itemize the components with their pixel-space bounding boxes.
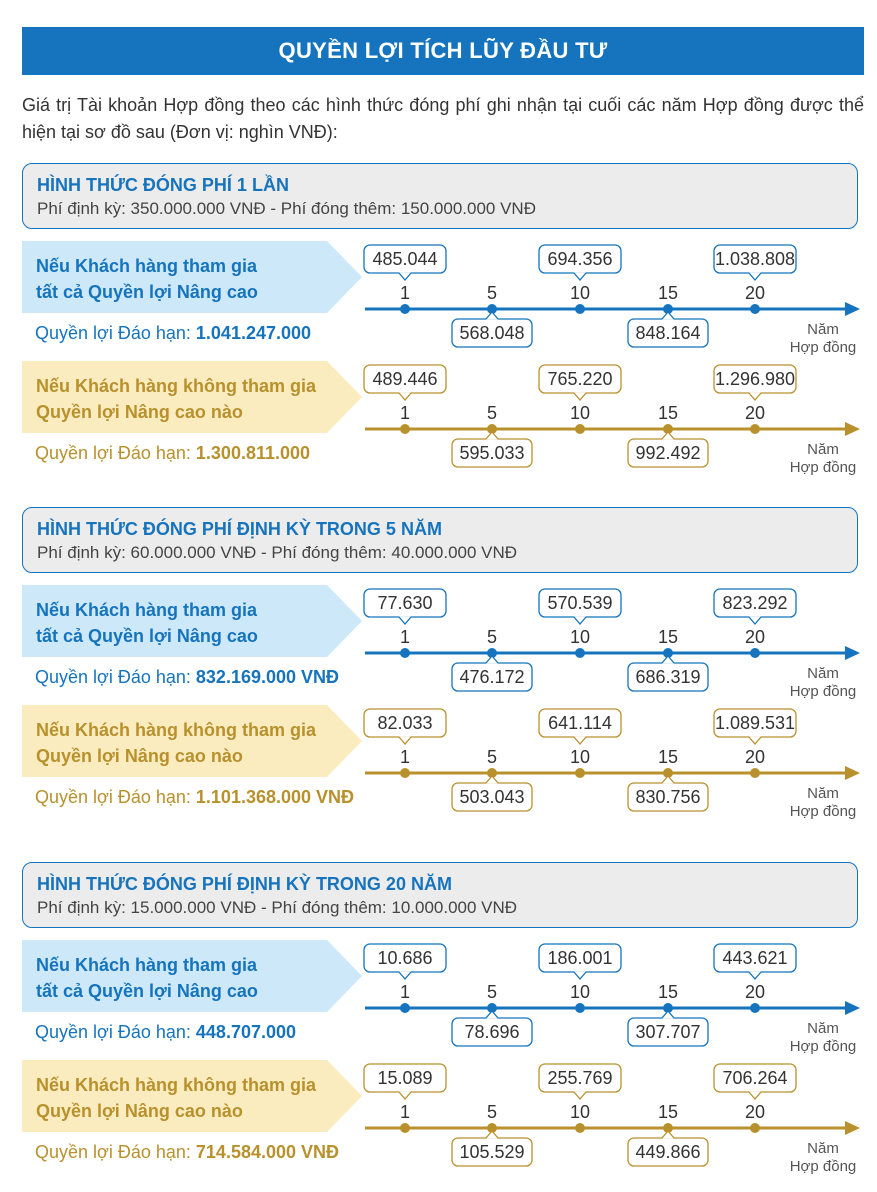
maturity-benefit-value: 1.300.811.000 [190, 443, 311, 463]
scenario-label-line1: Nếu Khách hàng tham gia [36, 600, 258, 620]
maturity-benefit-value: 448.707.000 [190, 1022, 297, 1042]
maturity-benefit-value: 1.101.368.000 VNĐ [190, 787, 355, 807]
value-callout-text: 443.621 [722, 948, 788, 968]
axis-unit-label [784, 665, 862, 701]
axis-unit-line2: Hợp đồng [789, 339, 857, 356]
year-label: 20 [744, 627, 766, 647]
year-marker [400, 424, 410, 434]
maturity-benefit-label: Quyền lợi Đáo hạn: [35, 1022, 191, 1042]
year-label: 5 [486, 403, 498, 423]
year-label: 20 [744, 747, 766, 767]
year-marker [750, 1123, 760, 1133]
payment-section [0, 862, 877, 1192]
value-callout-top [364, 589, 446, 624]
value-callout-text: 255.769 [547, 1068, 613, 1088]
year-label: 1 [399, 627, 411, 647]
axis-unit-label [784, 1140, 862, 1176]
year-label: 1 [399, 403, 411, 423]
scenario-all-benefits [0, 241, 877, 356]
intro-text: Giá trị Tài khoản Hợp đồng theo các hình thức đóng phí ghi nhận tại cuối các năm Hợp đồng được thể hiện tại sơ đồ sau (Đơn vị: nghìn VNĐ): [22, 95, 864, 142]
year-label: 1 [399, 1102, 411, 1122]
value-callout-top [714, 944, 796, 979]
value-callout-top [539, 709, 621, 744]
scenario-all-benefits [0, 940, 877, 1055]
year-label: 20 [744, 403, 766, 423]
value-callout-text: 1.089.531 [714, 713, 796, 733]
year-label: 15 [657, 1102, 679, 1122]
value-callout-text: 595.033 [459, 443, 525, 463]
value-callout-text: 992.492 [635, 443, 701, 463]
timeline-arrowhead [845, 766, 860, 780]
scenario-label-line2: Quyền lợi Nâng cao nào [36, 1101, 243, 1121]
value-callout-text: 15.089 [377, 1068, 433, 1088]
value-callout-bottom [628, 432, 708, 467]
value-callout-bottom [628, 776, 708, 811]
year-label: 10 [569, 1102, 591, 1122]
scenario-no-benefits [0, 361, 877, 476]
scenario-no-benefits [0, 705, 877, 820]
maturity-benefit-value: 1.041.247.000 [190, 323, 312, 343]
year-marker [750, 768, 760, 778]
value-callout-top [714, 589, 796, 624]
year-marker [575, 648, 585, 658]
year-marker [400, 768, 410, 778]
value-callout-bottom [452, 1011, 532, 1046]
value-callout-bottom [628, 312, 708, 347]
value-callout-top [364, 1064, 446, 1099]
maturity-benefit-label: Quyền lợi Đáo hạn: [35, 667, 191, 687]
maturity-benefit-label: Quyền lợi Đáo hạn: [35, 323, 191, 343]
payment-section [0, 163, 877, 493]
year-marker [750, 304, 760, 314]
year-marker [575, 768, 585, 778]
value-callout-top [364, 365, 446, 400]
year-label: 15 [657, 982, 679, 1002]
timeline-arrowhead [845, 646, 860, 660]
timeline [0, 585, 877, 697]
value-callout-text: 489.446 [372, 369, 438, 389]
section-subtitle: Phí định kỳ: 15.000.000 VNĐ - Phí đóng thêm: 10.000.000 VNĐ [37, 898, 518, 917]
value-callout-top [714, 365, 796, 400]
section-title: HÌNH THỨC ĐÓNG PHÍ ĐỊNH KỲ TRONG 5 NĂM [37, 519, 442, 539]
section-title: HÌNH THỨC ĐÓNG PHÍ ĐỊNH KỲ TRONG 20 NĂM [37, 874, 452, 894]
scenario-label-line2: tất cả Quyền lợi Nâng cao [36, 626, 258, 646]
value-callout-top [539, 589, 621, 624]
maturity-benefit-label: Quyền lợi Đáo hạn: [35, 1142, 191, 1162]
year-label: 15 [657, 627, 679, 647]
axis-unit-label [784, 441, 862, 477]
value-callout-bottom [452, 312, 532, 347]
value-callout-text: 570.539 [547, 593, 613, 613]
year-label: 10 [569, 627, 591, 647]
axis-unit-line2: Hợp đồng [789, 803, 857, 820]
timeline [0, 940, 877, 1052]
section-subtitle: Phí định kỳ: 60.000.000 VNĐ - Phí đóng thêm: 40.000.000 VNĐ [37, 543, 518, 562]
value-callout-text: 830.756 [635, 787, 701, 807]
value-callout-bottom [452, 656, 532, 691]
section-header-box [22, 507, 858, 573]
scenario-label-line2: Quyền lợi Nâng cao nào [36, 746, 243, 766]
year-label: 15 [657, 403, 679, 423]
maturity-benefit-label: Quyền lợi Đáo hạn: [35, 443, 191, 463]
scenario-all-benefits [0, 585, 877, 700]
axis-unit-line1: Năm [807, 1020, 839, 1037]
year-label: 10 [569, 403, 591, 423]
scenario-label-line1: Nếu Khách hàng tham gia [36, 955, 258, 975]
year-label: 10 [569, 982, 591, 1002]
year-label: 20 [744, 283, 766, 303]
axis-unit-line2: Hợp đồng [789, 459, 857, 476]
value-callout-top [364, 245, 446, 280]
value-callout-text: 503.043 [459, 787, 525, 807]
year-label: 10 [569, 747, 591, 767]
axis-unit-label [784, 1020, 862, 1056]
scenario-label-line1: Nếu Khách hàng không tham gia [36, 376, 317, 396]
value-callout-text: 765.220 [547, 369, 613, 389]
year-marker [750, 648, 760, 658]
scenario-label-line2: tất cả Quyền lợi Nâng cao [36, 981, 258, 1001]
scenario-label-line1: Nếu Khách hàng không tham gia [36, 720, 317, 740]
year-marker [575, 1003, 585, 1013]
value-callout-bottom [452, 1131, 532, 1166]
year-label: 5 [486, 1102, 498, 1122]
timeline [0, 1060, 877, 1172]
axis-unit-line1: Năm [807, 665, 839, 682]
value-callout-text: 823.292 [722, 593, 788, 613]
value-callout-text: 307.707 [635, 1022, 701, 1042]
scenario-label-line2: tất cả Quyền lợi Nâng cao [36, 282, 258, 302]
value-callout-top [714, 1064, 796, 1099]
value-callout-bottom [628, 1131, 708, 1166]
maturity-benefit-label: Quyền lợi Đáo hạn: [35, 787, 191, 807]
value-callout-text: 686.319 [635, 667, 701, 687]
scenario-label-line2: Quyền lợi Nâng cao nào [36, 402, 243, 422]
timeline [0, 361, 877, 473]
axis-unit-line2: Hợp đồng [789, 1038, 857, 1055]
value-callout-text: 476.172 [459, 667, 525, 687]
value-callout-text: 186.001 [547, 948, 613, 968]
year-marker [400, 1123, 410, 1133]
value-callout-bottom [452, 432, 532, 467]
timeline-arrowhead [845, 422, 860, 436]
year-label: 15 [657, 747, 679, 767]
year-marker [750, 1003, 760, 1013]
axis-unit-label [784, 321, 862, 357]
section-title: HÌNH THỨC ĐÓNG PHÍ 1 LẦN [37, 175, 289, 195]
value-callout-text: 77.630 [377, 593, 433, 613]
year-marker [400, 1003, 410, 1013]
value-callout-text: 568.048 [459, 323, 525, 343]
year-marker [400, 304, 410, 314]
value-callout-text: 641.114 [548, 713, 612, 733]
year-label: 1 [399, 283, 411, 303]
value-callout-text: 78.696 [464, 1022, 520, 1042]
value-callout-text: 1.038.808 [714, 249, 796, 269]
value-callout-top [539, 944, 621, 979]
axis-unit-line2: Hợp đồng [789, 683, 857, 700]
maturity-benefit-value: 714.584.000 VNĐ [190, 1142, 340, 1162]
year-label: 5 [486, 982, 498, 1002]
year-label: 10 [569, 283, 591, 303]
value-callout-top [539, 365, 621, 400]
year-label: 15 [657, 283, 679, 303]
value-callout-text: 485.044 [372, 249, 438, 269]
year-label: 5 [486, 627, 498, 647]
axis-unit-label [784, 785, 862, 821]
value-callout-text: 449.866 [635, 1142, 701, 1162]
scenario-label-line1: Nếu Khách hàng không tham gia [36, 1075, 317, 1095]
timeline-arrowhead [845, 302, 860, 316]
axis-unit-line1: Năm [807, 321, 839, 338]
value-callout-top [714, 709, 796, 744]
year-label: 20 [744, 1102, 766, 1122]
section-subtitle: Phí định kỳ: 350.000.000 VNĐ - Phí đóng thêm: 150.000.000 VNĐ [37, 199, 536, 218]
axis-unit-line1: Năm [807, 785, 839, 802]
value-callout-top [364, 944, 446, 979]
value-callout-text: 82.033 [377, 713, 433, 733]
year-marker [575, 1123, 585, 1133]
value-callout-top [364, 709, 446, 744]
value-callout-text: 848.164 [635, 323, 701, 343]
year-label: 20 [744, 982, 766, 1002]
scenario-label-line1: Nếu Khách hàng tham gia [36, 256, 258, 276]
axis-unit-line2: Hợp đồng [789, 1158, 857, 1175]
year-marker [400, 648, 410, 658]
year-label: 1 [399, 982, 411, 1002]
value-callout-text: 694.356 [547, 249, 613, 269]
timeline-arrowhead [845, 1001, 860, 1015]
year-label: 5 [486, 747, 498, 767]
value-callout-text: 105.529 [459, 1142, 525, 1162]
value-callout-bottom [628, 656, 708, 691]
page-title: QUYỀN LỢI TÍCH LŨY ĐẦU TƯ [22, 27, 864, 75]
year-label: 1 [399, 747, 411, 767]
scenario-no-benefits [0, 1060, 877, 1175]
value-callout-top [539, 1064, 621, 1099]
value-callout-bottom [628, 1011, 708, 1046]
year-marker [750, 424, 760, 434]
timeline-arrowhead [845, 1121, 860, 1135]
maturity-benefit-value: 832.169.000 VNĐ [190, 667, 340, 687]
section-header-box [22, 163, 858, 229]
value-callout-top [539, 245, 621, 280]
value-callout-text: 1.296.980 [714, 369, 796, 389]
value-callout-top [714, 245, 796, 280]
axis-unit-line1: Năm [807, 1140, 839, 1157]
payment-section [0, 507, 877, 837]
value-callout-text: 10.686 [377, 948, 433, 968]
section-header-box [22, 862, 858, 928]
year-marker [575, 304, 585, 314]
year-marker [575, 424, 585, 434]
axis-unit-line1: Năm [807, 441, 839, 458]
value-callout-bottom [452, 776, 532, 811]
year-label: 5 [486, 283, 498, 303]
timeline [0, 241, 877, 353]
value-callout-text: 706.264 [722, 1068, 788, 1088]
timeline [0, 705, 877, 817]
